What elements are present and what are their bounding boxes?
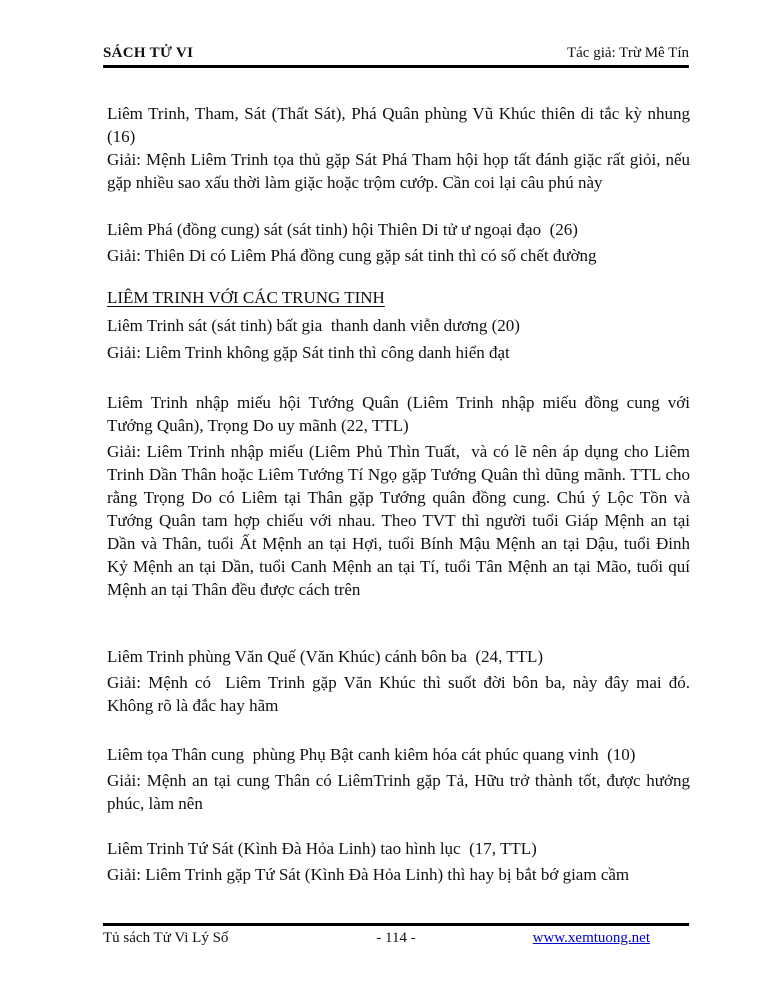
page-content (107, 68, 695, 886)
author-credit: Tác giả: Trừ Mê Tín (566, 45, 689, 61)
book-title: SÁCH TỬ VI (103, 45, 194, 61)
section-heading: LIÊM TRINH VỚI CÁC TRUNG TINH (107, 288, 385, 307)
page-header (103, 0, 689, 68)
footer-series: Tủ sách Tử Vi Lý Số (103, 930, 229, 946)
verse-paragraph: Liêm Phá (đồng cung) sát (sát tinh) hội Thiên Di tử ư ngoại đạo (26) (107, 220, 578, 239)
page-number: - 114 - (376, 930, 416, 946)
explanation-paragraph: Giải: Liêm Trinh nhập miếu (Liêm Phủ Thìn Tuất, và có lẽ nên áp dụng cho Liêm Trinh Dần Thân hoặc Liêm Tướng Tí Ngọ gặp Tướng Quân thì dũng mãnh. TTL cho rằng Trọng Do có Liêm tại Thân gặp Tướng quân đồng cung. Chú ý Lộc Tồn và Tướng Quân tam hợp chiếu với nhau. Theo TVT thì người tuổi Giáp Mệnh an tại Dần và Thân, tuổi Ất Mệnh an tại Hợi, tuổi Bính Mậu Mệnh an tại Dậu, tuổi Đinh Kỷ Mệnh an tại Dần, tuổi Canh Mệnh an tại Tí, tuổi Tân Mệnh an tại Mão, tuổi quí Mệnh an tại Thân đều được cách trên (107, 442, 695, 599)
verse-paragraph: Liêm Trinh nhập miếu hội Tướng Quân (Liêm Trinh nhập miếu đồng cung với Tướng Quân), Trọng Do uy mãnh (22, TTL) (107, 393, 694, 435)
verse-paragraph: Liêm Trinh Tứ Sát (Kình Đà Hỏa Linh) tao hình lục (17, TTL) (107, 839, 537, 858)
verse-paragraph: Liêm Trinh, Tham, Sát (Thất Sát), Phá Quân phùng Vũ Khúc thiên di tắc kỳ nhung (16) (107, 104, 695, 146)
website-link[interactable]: www.xemtuong.net (532, 930, 650, 946)
explanation-paragraph: Giải: Thiên Di có Liêm Phá đồng cung gặp sát tinh thì có số chết đường (107, 246, 597, 265)
verse-paragraph: Liêm Trinh phùng Văn Quế (Văn Khúc) cánh bôn ba (24, TTL) (107, 647, 544, 666)
explanation-paragraph: Giải: Liêm Trinh gặp Tứ Sát (Kình Đà Hỏa Linh) thì hay bị bắt bớ giam cầm (107, 865, 630, 884)
explanation-paragraph: Giải: Mệnh có Liêm Trinh gặp Văn Khúc thì suốt đời bôn ba, này đây mai đó. Không rõ là đắc hay hãm (107, 673, 695, 715)
explanation-paragraph: Giải: Mệnh an tại cung Thân có LiêmTrinh gặp Tả, Hữu trở thành tốt, được hưởng phúc, làm nên (107, 771, 695, 813)
explanation-paragraph: Giải: Liêm Trinh không gặp Sát tinh thì công danh hiển đạt (107, 343, 510, 362)
verse-paragraph: Liêm Trinh sát (sát tinh) bất gia thanh danh viễn dương (20) (107, 316, 520, 335)
page-footer (103, 923, 689, 948)
verse-paragraph: Liêm tọa Thân cung phùng Phụ Bật canh kiêm hóa cát phúc quang vinh (10) (107, 745, 636, 764)
explanation-paragraph: Giải: Mệnh Liêm Trinh tọa thủ gặp Sát Phá Tham hội họp tất đánh giặc rất giỏi, nếu gặp nhiều sao xấu thời làm giặc hoặc trộm cướp. Cần coi lại câu phú này (107, 150, 695, 192)
